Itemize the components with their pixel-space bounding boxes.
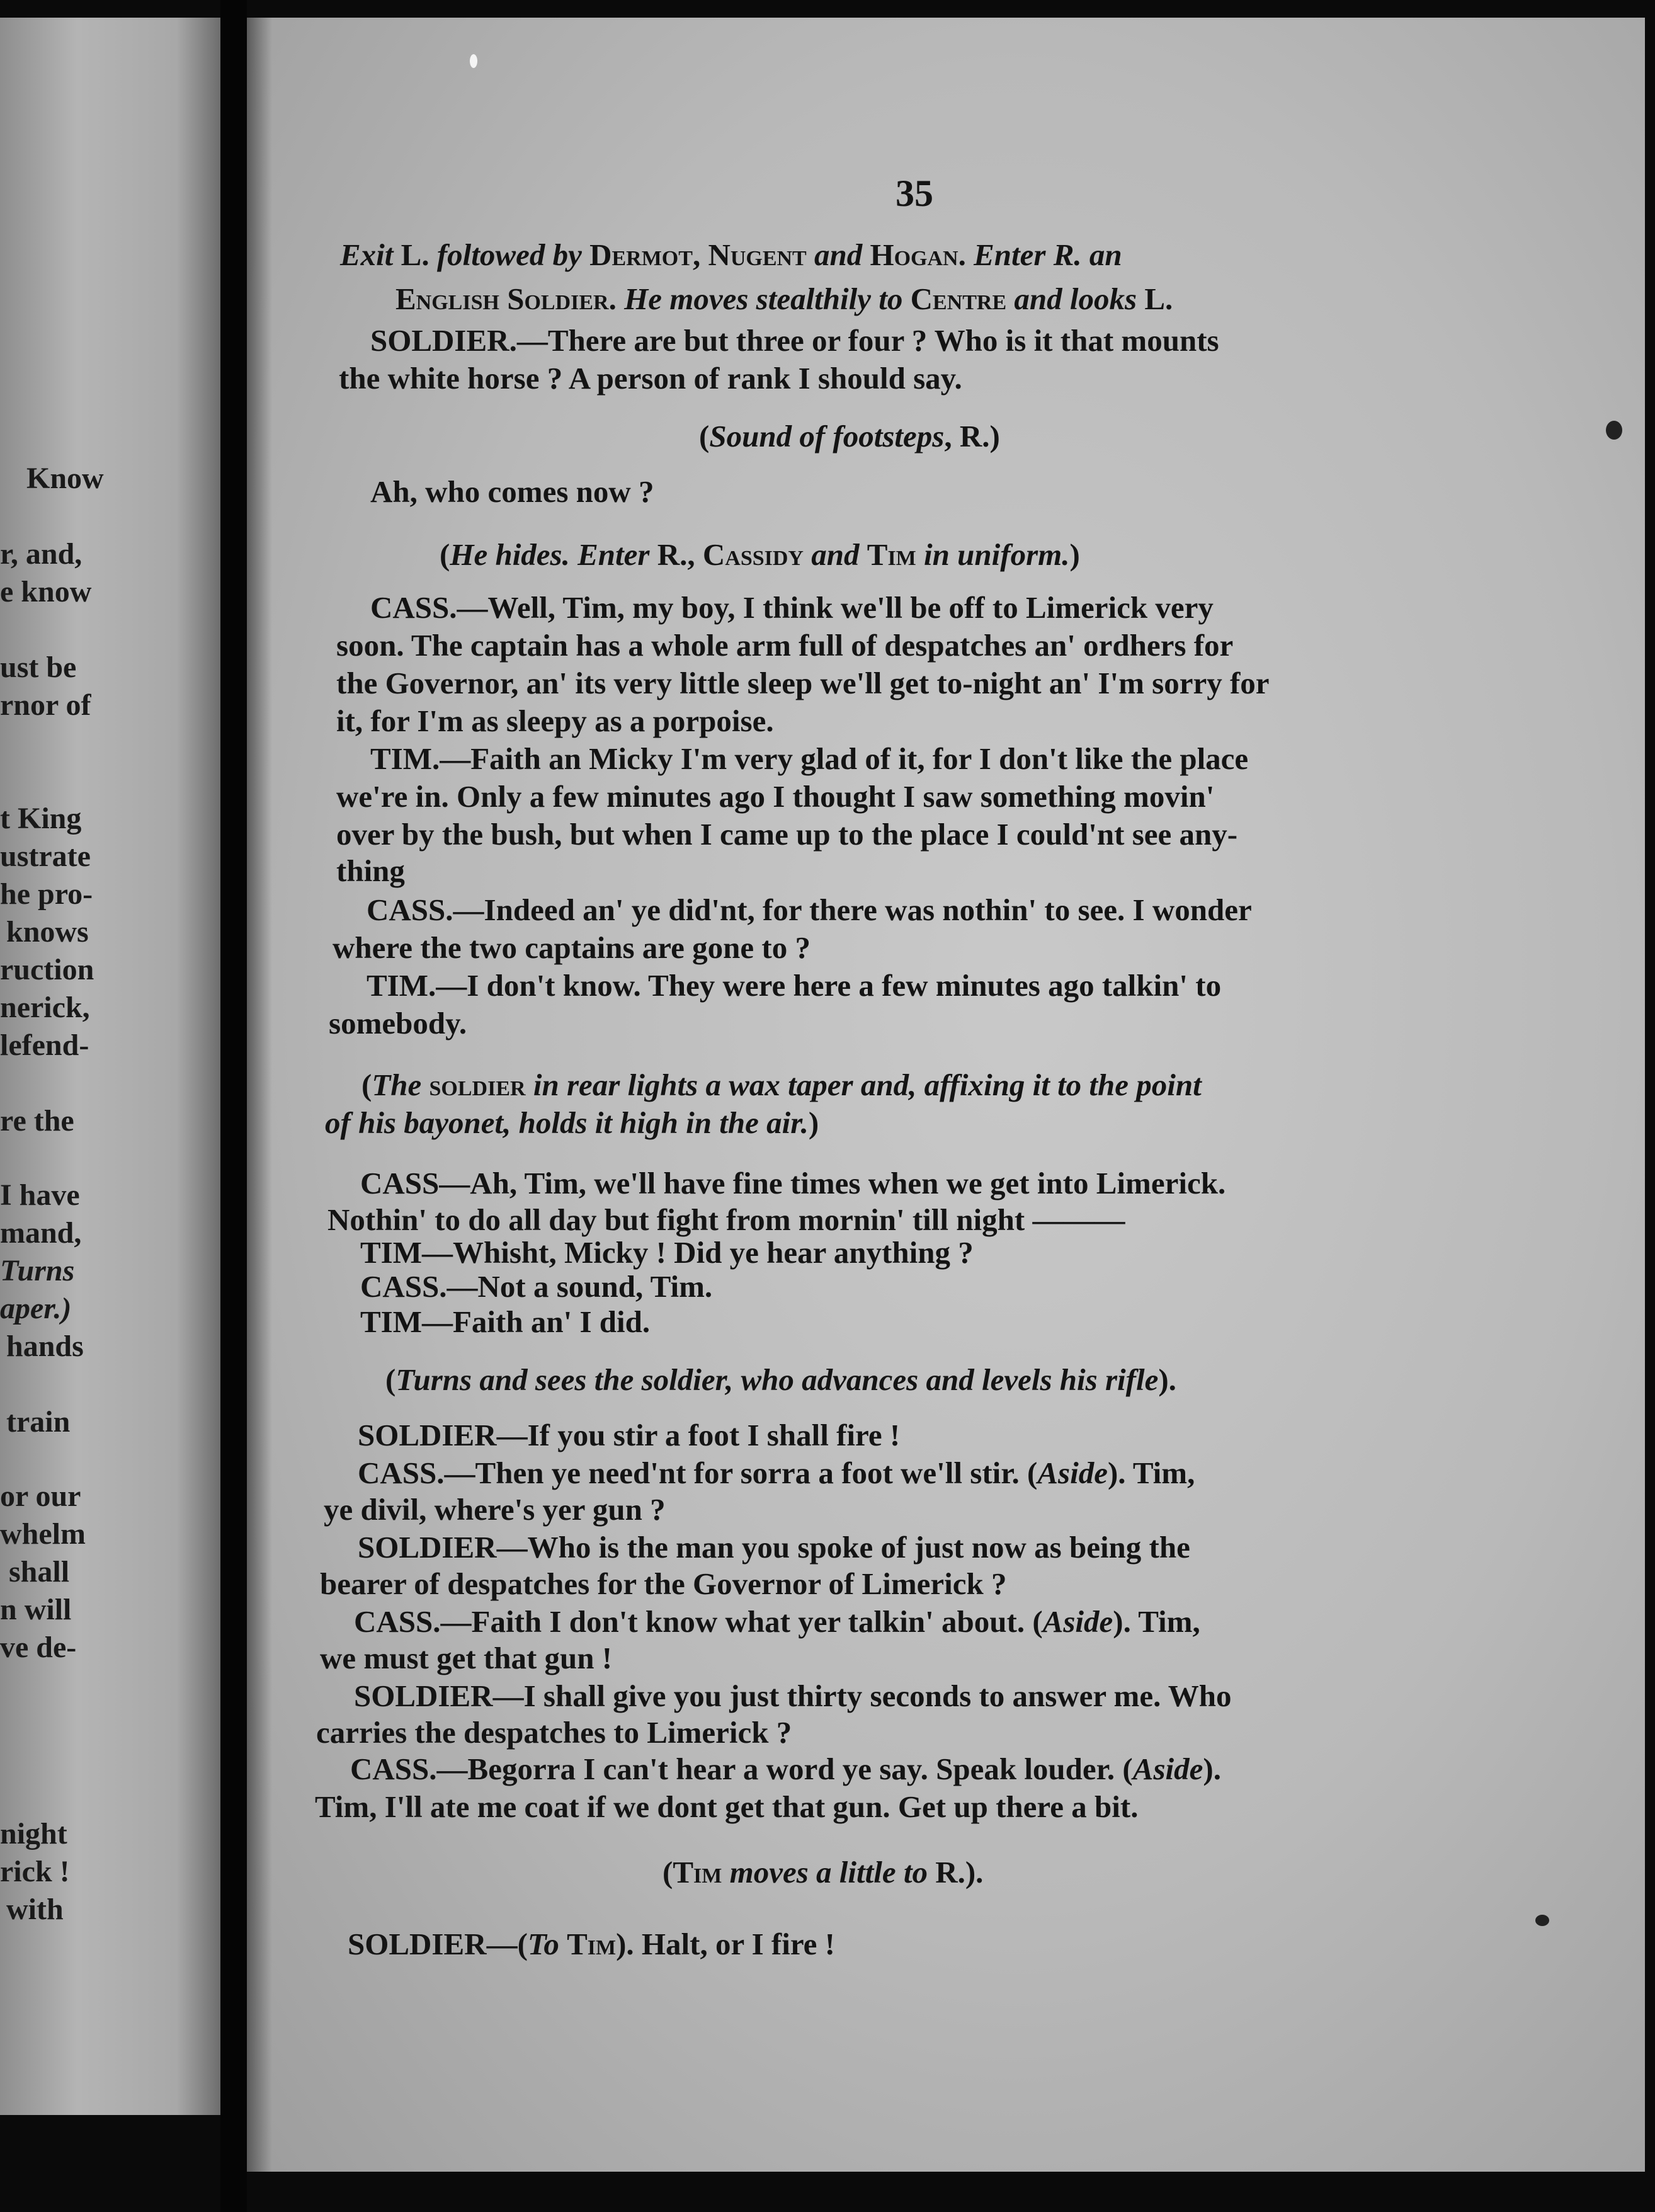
text-run: CASS.—Begorra I can't hear a word ye say. Speak louder. ( <box>350 1752 1133 1786</box>
text-line <box>361 1069 1202 1100</box>
text-run: ( <box>385 1362 396 1397</box>
left-fragment: I have <box>0 1178 80 1212</box>
left-fragment: hands <box>6 1330 84 1363</box>
text-line <box>320 1643 612 1673</box>
text-run: Nothin' to do all day but fight from mornin' till night ——— <box>327 1202 1125 1237</box>
text-run: ). Tim, <box>1107 1456 1195 1490</box>
text-line <box>360 1306 650 1337</box>
text-run: CASS.—Well, Tim, my boy, I think we'll be off to Limerick very <box>370 590 1214 625</box>
left-fragment: with <box>6 1893 64 1926</box>
text-run: . <box>958 237 974 272</box>
right-page <box>247 18 1645 2172</box>
text-line <box>360 1168 1226 1199</box>
text-run: Enter R. an <box>974 237 1122 272</box>
text-run: ( <box>699 419 710 453</box>
text-line <box>385 1364 1176 1395</box>
left-fragment: shall <box>9 1555 70 1588</box>
text-line <box>370 743 1248 774</box>
text-run: SOLDIER.—There are but three or four ? Who is it that mounts <box>370 323 1219 358</box>
left-fragment: rick ! <box>0 1855 70 1888</box>
text-line <box>336 705 774 736</box>
text-line <box>354 1680 1231 1711</box>
text-run: Turns and sees the soldier, who advances and levels his rifle <box>395 1362 1159 1397</box>
left-fragment: he pro- <box>0 877 93 911</box>
text-line <box>348 1929 835 1959</box>
text-run: and <box>804 537 867 572</box>
text-run: the white horse ? A person of rank I should say. <box>339 361 962 396</box>
text-run: CASS—Ah, Tim, we'll have fine times when we get into Limerick. <box>360 1166 1226 1200</box>
text-run: Tim <box>673 1855 722 1890</box>
text-run: R., <box>657 537 703 572</box>
text-run: we're in. Only a few minutes ago I thought I saw something movin' <box>336 779 1215 814</box>
text-line <box>327 1204 1125 1235</box>
text-line <box>370 476 654 507</box>
text-run: TIM.—Faith an Micky I'm very glad of it, for I don't like the place <box>370 741 1249 776</box>
left-fragment: ve de- <box>0 1631 77 1664</box>
text-line <box>360 1271 712 1302</box>
text-line <box>370 592 1214 623</box>
left-fragment: t King <box>0 802 82 835</box>
text-run: ) <box>808 1105 819 1140</box>
text-line <box>336 819 1237 850</box>
text-run: where the two captains are gone to ? <box>333 930 810 965</box>
left-fragment: aper.) <box>0 1292 72 1325</box>
left-fragment: ust be <box>0 651 77 684</box>
text-run: ( <box>663 1855 673 1890</box>
text-line <box>370 325 1219 356</box>
text-run: ye divil, where's yer gun ? <box>324 1492 666 1527</box>
text-run: SOLDIER—I shall give you just thirty seconds to answer me. Who <box>354 1679 1232 1713</box>
text-run: He hides. Enter <box>450 537 657 572</box>
text-line <box>395 283 1173 314</box>
text-run: ). <box>1158 1362 1176 1397</box>
left-fragment: or our <box>0 1479 81 1513</box>
text-line <box>339 363 962 394</box>
text-run: , R.) <box>944 419 1000 453</box>
text-run: TIM—Whisht, Micky ! Did ye hear anything ? <box>360 1235 974 1270</box>
text-run: To <box>527 1927 567 1961</box>
text-line <box>358 1457 1195 1488</box>
text-run: Hogan <box>870 237 958 272</box>
text-run: in rear lights a wax taper and, affixing it to the point <box>525 1068 1202 1102</box>
text-run: moves a little to <box>722 1855 928 1890</box>
text-line <box>333 932 810 963</box>
text-run: Aside <box>1132 1752 1203 1786</box>
text-run: Tim <box>567 1927 617 1961</box>
text-run: English Soldier <box>395 282 609 316</box>
text-run: CASS.—Indeed an' ye did'nt, for there was nothin' to see. I wonder <box>367 892 1252 927</box>
text-run: CASS.—Faith I don't know what yer talkin' about. ( <box>354 1604 1043 1639</box>
left-fragment: ustrate <box>0 840 91 873</box>
left-fragment: ruction <box>0 953 94 986</box>
left-fragment: re the <box>0 1104 74 1137</box>
text-line <box>367 970 1221 1001</box>
text-run: Exit <box>340 237 394 272</box>
left-fragment: knows <box>6 915 89 949</box>
text-line <box>350 1753 1221 1784</box>
left-fragment: Turns <box>0 1254 75 1287</box>
text-run: ). Tim, <box>1113 1604 1200 1639</box>
text-run: Aside <box>1037 1456 1108 1490</box>
text-run: Tim <box>867 537 916 572</box>
text-run: He moves stealthily to <box>624 282 911 316</box>
text-run: of his bayonet, holds it high in the air. <box>325 1105 809 1140</box>
left-fragment: night <box>0 1817 67 1850</box>
text-run: ( <box>361 1068 372 1102</box>
text-run: Centre <box>910 282 1007 316</box>
book-gutter <box>220 0 247 2212</box>
text-line <box>358 1532 1190 1563</box>
text-line <box>325 1107 819 1138</box>
left-fragment: train <box>6 1405 71 1439</box>
text-run: The <box>372 1068 429 1102</box>
print-speck <box>470 54 477 68</box>
left-fragment: whelm <box>0 1517 86 1551</box>
text-line <box>358 1420 900 1451</box>
text-run: bearer of despatches for the Governor of Limerick ? <box>320 1566 1007 1601</box>
text-run: it, for I'm as sleepy as a porpoise. <box>336 704 774 738</box>
text-line <box>699 421 1000 452</box>
text-run: SOLDIER—If you stir a foot I shall fire ! <box>358 1418 901 1452</box>
left-fragment: nerick, <box>0 991 90 1024</box>
left-fragment: mand, <box>0 1216 82 1250</box>
text-run: soon. The captain has a whole arm full of despatches an' ordhers for <box>336 628 1234 663</box>
text-run: soldier <box>429 1068 526 1102</box>
text-line <box>663 1857 983 1888</box>
text-run: somebody. <box>329 1006 467 1040</box>
text-line <box>354 1606 1200 1637</box>
left-fragment: Know <box>26 462 104 495</box>
text-run: ( <box>440 537 450 572</box>
text-run: SOLDIER—Who is the man you spoke of just now as being the <box>358 1530 1190 1565</box>
text-run: carries the despatches to Limerick ? <box>316 1715 792 1750</box>
text-run: Aside <box>1042 1604 1113 1639</box>
text-run: the Governor, an' its very little sleep we'll get to-night an' I'm sorry for <box>336 666 1270 700</box>
text-run: over by the bush, but when I came up to the place I could'nt see any- <box>336 817 1238 852</box>
text-line <box>340 239 1122 270</box>
left-fragment: r, and, <box>0 537 82 571</box>
text-run: we must get that gun ! <box>320 1641 613 1675</box>
page-number: 35 <box>896 173 933 214</box>
text-run: CASS.—Then ye need'nt for sorra a foot we'll stir. ( <box>358 1456 1038 1490</box>
text-run: SOLDIER—( <box>348 1927 528 1961</box>
text-run: Sound of footsteps <box>709 419 945 453</box>
print-speck <box>1606 421 1622 440</box>
text-line <box>320 1568 1007 1599</box>
text-run: Dermot <box>589 237 693 272</box>
text-run: ). Halt, or I fire ! <box>616 1927 835 1961</box>
text-line <box>336 855 405 886</box>
left-fragment: e know <box>0 575 92 608</box>
print-speck <box>1535 1915 1549 1926</box>
text-line <box>360 1237 974 1268</box>
text-line <box>336 630 1233 661</box>
text-run: , <box>692 237 708 272</box>
left-fragment: rnor of <box>0 688 91 722</box>
text-run: and <box>806 237 870 272</box>
text-run: Nugent <box>708 237 807 272</box>
text-line <box>315 1791 1138 1822</box>
left-fragment: lefend- <box>0 1029 89 1062</box>
text-line <box>324 1494 666 1525</box>
text-run: thing <box>336 853 405 888</box>
text-run: ) <box>1069 537 1080 572</box>
text-run: L. <box>393 237 437 272</box>
text-run: R.). <box>927 1855 984 1890</box>
text-line <box>329 1008 467 1039</box>
text-run: Tim, I'll ate me coat if we dont get that gun. Get up there a bit. <box>315 1789 1139 1824</box>
text-run: CASS.—Not a sound, Tim. <box>360 1269 713 1304</box>
text-line <box>440 539 1080 570</box>
left-fragment: n will <box>0 1593 72 1626</box>
text-run: ). <box>1203 1752 1221 1786</box>
text-run: Cassidy <box>702 537 804 572</box>
text-line <box>336 781 1214 812</box>
text-run: Ah, who comes now ? <box>370 474 654 509</box>
text-line <box>316 1717 792 1748</box>
page-edge-shadow <box>247 18 272 2172</box>
text-run: and looks <box>1006 282 1137 316</box>
text-run: foltowed by <box>436 237 590 272</box>
text-run: L. <box>1137 282 1173 316</box>
left-page <box>0 18 220 2115</box>
text-line <box>367 894 1252 925</box>
text-line <box>336 668 1270 698</box>
text-run: TIM—Faith an' I did. <box>360 1304 651 1339</box>
text-run: in uniform. <box>916 537 1070 572</box>
text-run: TIM.—I don't know. They were here a few minutes ago talkin' to <box>367 968 1222 1003</box>
text-run: . <box>608 282 625 316</box>
